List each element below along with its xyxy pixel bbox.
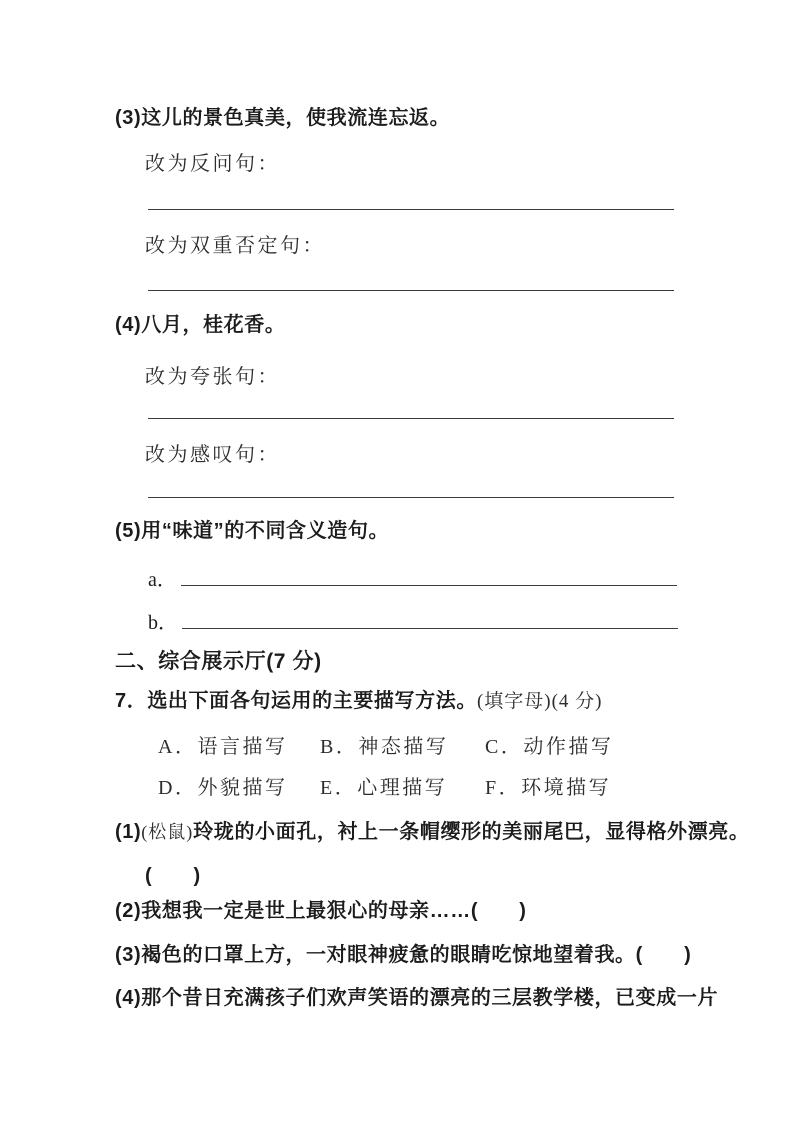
option-a: A．语言描写 (158, 736, 288, 758)
question-3-sub2-label: 改为双重否定句： (145, 235, 325, 257)
item-3-text: (3)褐色的口罩上方，一对眼神疲惫的眼睛吃惊地望着我。 (115, 944, 636, 966)
answer-line (148, 497, 674, 498)
item-1-text: 玲珑的小面孔，衬上一条帽缨形的美丽尾巴，显得格外漂亮。 (193, 821, 750, 843)
answer-line (148, 290, 674, 291)
question-7-item-3 (115, 943, 691, 968)
item-a-label: a． (148, 569, 177, 591)
question-7-prompt-main: 7．选出下面各句运用的主要描写方法。 (115, 690, 477, 712)
question-7-item-1 (115, 820, 749, 845)
question-3-prompt: (3)这儿的景色真美，使我流连忘返。 (115, 107, 451, 129)
question-7-item-2 (115, 899, 527, 924)
answer-line (148, 418, 674, 419)
option-b: B．神态描写 (320, 736, 449, 758)
answer-line (148, 209, 674, 210)
option-e: E．心理描写 (320, 777, 448, 799)
question-7-prompt (115, 689, 603, 714)
option-d: D．外貌描写 (158, 777, 288, 799)
question-4-sub2-label: 改为感叹句： (145, 444, 280, 466)
option-c: C．动作描写 (485, 736, 614, 758)
item-1-number: (1) (115, 821, 142, 843)
question-3-sub1-label: 改为反问句： (145, 153, 280, 175)
question-5-prompt: (5)用“味道”的不同含义造句。 (115, 520, 390, 542)
answer-line (182, 608, 678, 629)
question-7-prompt-note: (填字母)(4 分) (476, 691, 603, 712)
section-two-heading: 二、综合展示厅(7 分) (115, 650, 322, 673)
question-4-prompt: (4)八月，桂花香。 (115, 314, 286, 336)
question-7-item-4: (4)那个昔日充满孩子们欢声笑语的漂亮的三层教学楼，已变成一片 (115, 987, 719, 1009)
answer-line (181, 565, 677, 586)
item-1-source: (松鼠) (141, 822, 194, 842)
question-4-sub1-label: 改为夸张句： (145, 366, 280, 388)
item-1-answer-blank: ( ) (145, 865, 201, 887)
item-3-answer-blank: ( ) (635, 944, 692, 966)
question-5-item-a (148, 565, 677, 593)
item-2-text: (2)我想我一定是世上最狠心的母亲…… (115, 900, 471, 922)
item-2-answer-blank: ( ) (470, 900, 527, 922)
option-f: F．环境描写 (485, 777, 612, 799)
question-5-item-b (148, 608, 678, 636)
item-b-label: b． (148, 612, 178, 634)
